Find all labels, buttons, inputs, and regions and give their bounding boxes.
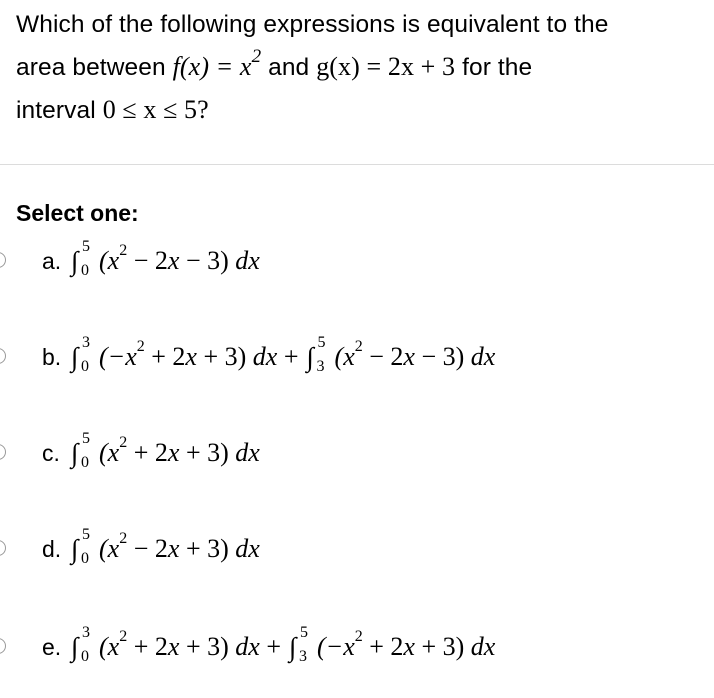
integrand-exponent: 2 bbox=[119, 530, 128, 548]
question-for-the: for the bbox=[462, 54, 533, 81]
integrand bbox=[95, 530, 260, 564]
integrand-tail: + 2x + 3) dx bbox=[127, 438, 260, 467]
answer-option-a[interactable] bbox=[0, 238, 714, 282]
integrand-tail: + 2x + 3) dx + bbox=[127, 632, 281, 661]
radio-button-icon[interactable] bbox=[0, 348, 6, 364]
option-expression bbox=[71, 624, 496, 668]
integrand-tail: − 2x − 3) dx bbox=[127, 246, 260, 275]
option-letter: a. bbox=[42, 248, 62, 274]
option-letter: c. bbox=[42, 440, 60, 466]
integrand-lead: (x bbox=[99, 534, 120, 563]
integral-lower-limit: 3 bbox=[298, 648, 307, 665]
integral-lower-limit: 0 bbox=[81, 262, 89, 279]
integrand bbox=[95, 242, 260, 276]
option-expression bbox=[71, 430, 260, 474]
question-g-expression: g(x) = 2x + 3 bbox=[316, 52, 456, 81]
section-divider bbox=[0, 164, 714, 165]
option-expression bbox=[71, 238, 260, 282]
integrand-lead: (x bbox=[99, 438, 120, 467]
integrand-lead: (−x bbox=[316, 632, 355, 661]
integrand bbox=[331, 338, 496, 372]
f-expression-text: f(x) = x bbox=[172, 52, 252, 81]
integral-sign-icon: ∫ 5 0 bbox=[71, 238, 90, 279]
integral-sign-icon: ∫ 5 3 bbox=[288, 624, 308, 665]
radio-button-icon[interactable] bbox=[0, 638, 6, 654]
integral-lower-limit: 3 bbox=[316, 358, 325, 375]
integral-sign-icon: ∫ 3 0 bbox=[71, 334, 90, 375]
integral-lower-limit: 0 bbox=[81, 550, 89, 567]
option-letter: e. bbox=[42, 634, 62, 660]
integrand-exponent: 2 bbox=[354, 628, 363, 646]
integral-upper-limit: 5 bbox=[317, 334, 326, 351]
integral-upper-limit: 5 bbox=[82, 526, 90, 543]
integrand-exponent: 2 bbox=[354, 338, 363, 356]
integral-upper-limit: 3 bbox=[82, 334, 90, 351]
integrand-exponent: 2 bbox=[119, 242, 128, 260]
integral-upper-limit: 5 bbox=[82, 238, 90, 255]
integrand-lead: (x bbox=[334, 342, 355, 371]
question-area-between: area between bbox=[16, 54, 166, 81]
question-text bbox=[16, 4, 706, 132]
integral-sign-icon: ∫ 5 0 bbox=[71, 526, 90, 567]
question-line-2 bbox=[16, 46, 706, 89]
integral-lower-limit: 0 bbox=[81, 358, 89, 375]
integral-sign-icon: ∫ 3 0 bbox=[71, 624, 90, 665]
integrand-tail: + 2x + 3) dx + bbox=[144, 342, 299, 371]
integrand-tail: − 2x − 3) dx bbox=[362, 342, 496, 371]
question-interval: interval bbox=[16, 97, 96, 124]
radio-button-icon[interactable] bbox=[0, 540, 6, 556]
option-expression bbox=[71, 334, 496, 378]
integrand-lead: (x bbox=[99, 632, 120, 661]
integral-lower-limit: 0 bbox=[81, 648, 89, 665]
integral-lower-limit: 0 bbox=[81, 454, 89, 471]
f-exponent: 2 bbox=[251, 46, 262, 68]
integrand bbox=[95, 628, 281, 662]
answer-option-d[interactable] bbox=[0, 526, 714, 570]
answer-option-c[interactable] bbox=[0, 430, 714, 474]
integrand-lead: (x bbox=[99, 246, 120, 275]
integrand-exponent: 2 bbox=[119, 434, 128, 452]
option-letter: b. bbox=[42, 344, 62, 370]
integrand bbox=[95, 338, 299, 372]
option-expression bbox=[71, 526, 260, 570]
integral-upper-limit: 5 bbox=[82, 430, 90, 447]
integrand bbox=[95, 434, 260, 468]
question-line-3 bbox=[16, 89, 706, 132]
option-letter: d. bbox=[42, 536, 62, 562]
integrand-tail: − 2x + 3) dx bbox=[127, 534, 260, 563]
integral-upper-limit: 3 bbox=[82, 624, 90, 641]
select-one-label: Select one: bbox=[16, 200, 139, 226]
radio-button-icon[interactable] bbox=[0, 252, 6, 268]
integrand-lead: (−x bbox=[99, 342, 137, 371]
integrand-exponent: 2 bbox=[119, 628, 128, 646]
answer-option-e[interactable] bbox=[0, 624, 714, 668]
integral-sign-icon: ∫ 5 0 bbox=[71, 430, 90, 471]
question-f-expression bbox=[172, 46, 262, 81]
answer-option-b[interactable] bbox=[0, 334, 714, 378]
question-interval-expression: 0 ≤ x ≤ 5? bbox=[102, 95, 209, 124]
radio-button-icon[interactable] bbox=[0, 444, 6, 460]
integral-sign-icon: ∫ 5 3 bbox=[306, 334, 326, 375]
question-line-1: Which of the following expressions is equivalent to the bbox=[16, 11, 609, 38]
question-and: and bbox=[268, 54, 310, 81]
integrand-tail: + 2x + 3) dx bbox=[362, 632, 496, 661]
integrand-exponent: 2 bbox=[136, 338, 145, 356]
integrand bbox=[313, 628, 495, 662]
integral-upper-limit: 5 bbox=[299, 624, 308, 641]
